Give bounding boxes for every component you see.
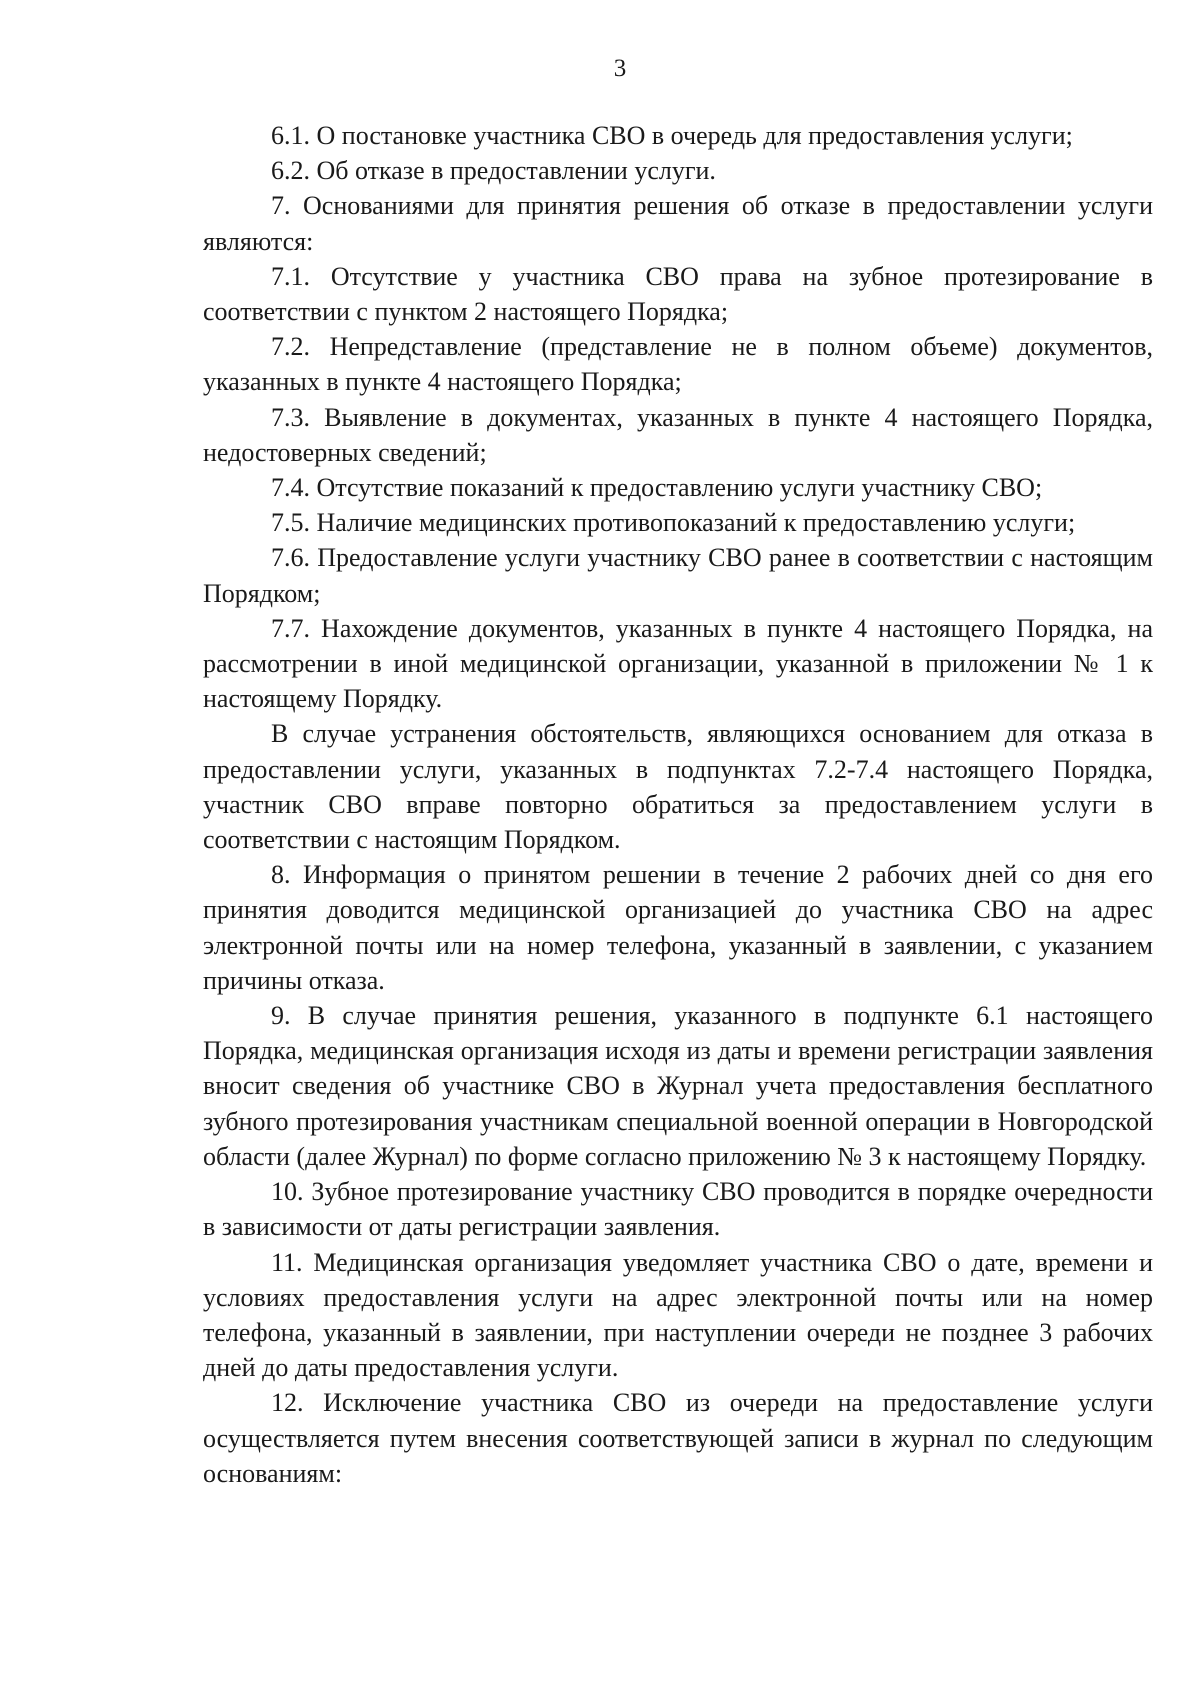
paragraph-7-remark: В случае устранения обстоятельств, являющихся основанием для отказа в предоставлении услуги, указанных в подпунктах 7.2-7.4 настоящего Порядка, участник СВО вправе повторно обратиться за предоставлением услуги в соответствии с настоящим Порядком. <box>203 719 1153 855</box>
paragraph-6-2: 6.2. Об отказе в предоставлении услуги. <box>271 156 716 186</box>
document-body <box>203 118 1153 1491</box>
paragraph-8: 8. Информация о принятом решении в течение 2 рабочих дней со дня его принятия доводится медицинской организацией до участника СВО на адрес электронной почты или на номер телефона, указанный в заявлении, с указанием причины отказа. <box>203 860 1153 995</box>
paragraph-7: 7. Основаниями для принятия решения об отказе в предоставлении услуги являются: <box>203 191 1153 256</box>
paragraph-11: 11. Медицинская организация уведомляет участника СВО о дате, времени и условиях предоставления услуги на адрес электронной почты или на номер телефона, указанный в заявлении, при наступлении очереди не позднее 3 рабочих дней до даты предоставления услуги. <box>203 1247 1153 1383</box>
paragraph-7-3: 7.3. Выявление в документах, указанных в пункте 4 настоящего Порядка, недостоверных сведений; <box>203 402 1153 467</box>
paragraph-7-5: 7.5. Наличие медицинских противопоказаний к предоставлению услуги; <box>271 508 1076 538</box>
paragraph-7-4: 7.4. Отсутствие показаний к предоставлению услуги участнику СВО; <box>271 473 1043 503</box>
paragraph-7-1: 7.1. Отсутствие у участника СВО права на зубное протезирование в соответствии с пунктом 2 настоящего Порядка; <box>203 261 1153 327</box>
paragraph-10: 10. Зубное протезирование участнику СВО проводится в порядке очередности в зависимости от даты регистрации заявления. <box>203 1177 1153 1242</box>
paragraph-7-7: 7.7. Нахождение документов, указанных в пункте 4 настоящего Порядка, на рассмотрении в иной медицинской организации, указанной в приложении № 1 к настоящему Порядку. <box>203 613 1153 714</box>
paragraph-9: 9. В случае принятия решения, указанного в подпункте 6.1 настоящего Порядка, медицинская организация исходя из даты и времени регистрации заявления вносит сведения об участнике СВО в Журнал учета предоставления бесплатного зубного протезирования участникам специальной военной операции в Новгородской области (далее Журнал) по форме согласно приложению № 3 к настоящему Порядку. <box>203 1001 1153 1171</box>
page-number: 3 <box>613 55 627 82</box>
paragraph-7-2: 7.2. Непредставление (представление не в полном объеме) документов, указанных в пункте 4 настоящего Порядка; <box>203 332 1153 397</box>
paragraph-6-1: 6.1. О постановке участника СВО в очередь для предоставления услуги; <box>271 121 1073 150</box>
paragraph-12: 12. Исключение участника СВО из очереди на предоставление услуги осуществляется путем внесения соответствующей записи в журнал по следующим основаниям: <box>203 1388 1153 1488</box>
paragraph-7-6: 7.6. Предоставление услуги участнику СВО ранее в соответствии с настоящим Порядком; <box>203 543 1153 608</box>
